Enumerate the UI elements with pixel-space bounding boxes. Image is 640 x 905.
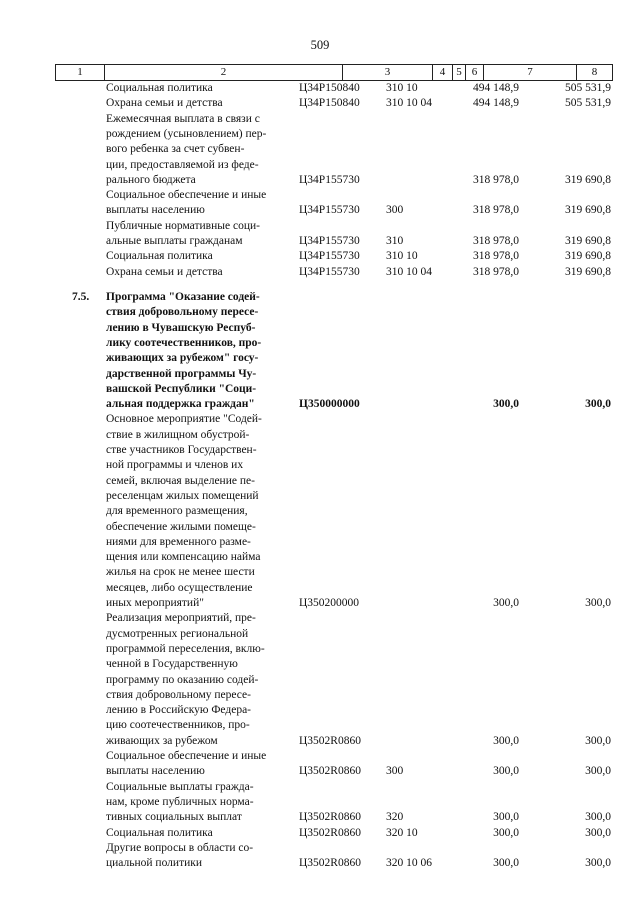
section-amount-col8: 300,0 [585, 398, 611, 411]
table-header [55, 64, 613, 81]
section-row-0-amount-col8: 300,0 [585, 597, 611, 609]
table-row-2-amount-col8: 319 690,8 [565, 173, 611, 186]
section-row-5-text-line: циальной политики [106, 857, 202, 870]
section-row-1-amount-col7: 300,0 [493, 734, 519, 747]
table-row-2-code: Ц34Р155730 [299, 173, 360, 186]
section-row-3-amount-col7: 300,0 [493, 811, 519, 824]
section-title-line: лению в Чувашскую Респуб- [106, 321, 256, 334]
table-row-5-classification: 310 10 [386, 250, 418, 263]
table-row-3-amount-col7: 318 978,0 [473, 204, 519, 217]
table-row-4-code: Ц34Р155730 [299, 235, 360, 247]
section-row-1-code: Ц3502R0860 [299, 734, 361, 747]
table-row-1-code: Ц34Р150840 [299, 97, 360, 110]
section-row-4-code: Ц3502R0860 [299, 826, 361, 839]
header-col-4: 4 [432, 65, 452, 80]
table-row-1-amount-col7: 494 148,9 [473, 97, 519, 110]
section-row-0-text-line: семей, включая выделение пе- [106, 474, 255, 487]
header-col-7: 7 [483, 65, 576, 80]
section-amount-col7: 300,0 [493, 398, 519, 411]
section-row-0-text-line: ниями для временного разме- [106, 535, 251, 548]
table-row-4-amount-col8: 319 690,8 [565, 235, 611, 247]
section-row-0-amount-col7: 300,0 [493, 597, 519, 609]
table-row-2-text-line: Ежемесячная выплата в связи с [106, 112, 260, 125]
table-row-4-text-line: альные выплаты гражданам [106, 235, 243, 247]
table-row-5-code: Ц34Р155730 [299, 250, 360, 263]
section-row-0-text-line: для временного размещения, [106, 505, 248, 518]
header-col-5: 5 [452, 65, 465, 80]
section-row-4-amount-col7: 300,0 [493, 826, 519, 839]
section-row-1-text-line: ченной в Государственную [106, 658, 238, 671]
table-row-0-text-line: Социальная политика [106, 82, 213, 94]
section-row-1-text-line: лению в Российскую Федера- [106, 704, 252, 717]
section-row-3-text-line: тивных социальных выплат [106, 811, 242, 824]
section-row-5-amount-col8: 300,0 [585, 857, 611, 870]
table-row-2-amount-col7: 318 978,0 [473, 173, 519, 186]
section-row-1-text-line: живающих за рубежом [106, 734, 218, 747]
section-row-0-text-line: жилья на срок не менее шести [106, 566, 255, 579]
section-row-0-code: Ц350200000 [299, 597, 360, 609]
section-row-2-amount-col7: 300,0 [493, 765, 519, 778]
section-row-1-text-line: программу по оказанию содей- [106, 673, 259, 686]
table-row-3-text-line: выплаты населению [106, 204, 205, 217]
section-row-1-text-line: программой переселения, вклю- [106, 642, 265, 655]
table-row-2-text-line: рального бюджета [106, 173, 196, 186]
table-row-1-classification: 310 10 04 [386, 97, 432, 110]
table-row-3-code: Ц34Р155730 [299, 204, 360, 217]
section-row-4-text-line: Социальная политика [106, 826, 213, 839]
section-row-1-text-line: дусмотренных региональной [106, 627, 249, 640]
header-col-6: 6 [465, 65, 483, 80]
table-row-5-amount-col8: 319 690,8 [565, 250, 611, 263]
table-row-2-text-line: вого ребенка за счет субвен- [106, 143, 245, 156]
section-row-3-classification: 320 [386, 811, 404, 824]
table-row-6-amount-col7: 318 978,0 [473, 265, 519, 278]
section-row-3-amount-col8: 300,0 [585, 811, 611, 824]
section-row-2-amount-col8: 300,0 [585, 765, 611, 778]
section-row-0-text-line: ствие в жилищном обустрой- [106, 428, 250, 441]
section-title-line: ствия добровольному пересе- [106, 306, 259, 319]
table-row-4-amount-col7: 318 978,0 [473, 235, 519, 247]
section-row-0-text-line: реселенцам жилых помещений [106, 489, 259, 502]
table-row-3-amount-col8: 319 690,8 [565, 204, 611, 217]
section-row-4-amount-col8: 300,0 [585, 826, 611, 839]
table-row-0-classification: 310 10 [386, 82, 418, 94]
section-row-0-text-line: обеспечение жилыми помеще- [106, 520, 256, 533]
section-title-line: дарственной программы Чу- [106, 367, 257, 380]
table-row-5-amount-col7: 318 978,0 [473, 250, 519, 263]
section-row-0-text-line: иных мероприятий" [106, 597, 204, 609]
section-row-3-text-line: Социальные выплаты гражда- [106, 780, 254, 793]
section-title-line: живающих за рубежом" госу- [106, 352, 259, 365]
header-col-3: 3 [342, 65, 432, 80]
section-row-0-text-line: щения или компенсацию найма [106, 551, 261, 564]
section-row-1-text-line: цию соотечественников, про- [106, 719, 250, 732]
section-row-0-text-line: Основное мероприятие "Содей- [106, 413, 262, 426]
section-row-3-code: Ц3502R0860 [299, 811, 361, 824]
table-row-2-text-line: рождением (усыновлением) пер- [106, 127, 267, 140]
table-row-4-text-line: Публичные нормативные соци- [106, 219, 260, 232]
table-row-6-text-line: Охрана семьи и детства [106, 265, 223, 278]
section-row-1-amount-col8: 300,0 [585, 734, 611, 747]
header-col-2: 2 [104, 65, 342, 80]
table-row-6-code: Ц34Р155730 [299, 265, 360, 278]
section-row-3-text-line: нам, кроме публичных норма- [106, 795, 254, 808]
section-row-4-classification: 320 10 [386, 826, 418, 839]
table-row-1-text-line: Охрана семьи и детства [106, 97, 223, 110]
section-title-line: лику соотечественников, про- [106, 336, 262, 349]
table-row-4-classification: 310 [386, 235, 404, 247]
section-title-line: Программа "Оказание содей- [106, 291, 260, 303]
table-row-0-amount-col7: 494 148,9 [473, 82, 519, 94]
section-row-0-text-line: стве участников Государствен- [106, 444, 257, 456]
table-row-3-text-line: Социальное обеспечение и иные [106, 189, 267, 202]
header-col-8: 8 [576, 65, 613, 80]
section-row-2-classification: 300 [386, 765, 404, 778]
section-row-5-classification: 320 10 06 [386, 857, 432, 870]
section-row-0-text-line: месяцев, либо осуществление [106, 581, 253, 594]
header-col-1: 1 [55, 65, 104, 80]
section-number: 7.5. [72, 291, 90, 303]
table-row-0-amount-col8: 505 531,9 [565, 82, 611, 94]
table-row-5-text-line: Социальная политика [106, 250, 213, 263]
table-row-1-amount-col8: 505 531,9 [565, 97, 611, 110]
section-row-1-text-line: Реализация мероприятий, пре- [106, 612, 256, 625]
section-row-5-amount-col7: 300,0 [493, 857, 519, 870]
section-row-5-code: Ц3502R0860 [299, 857, 361, 870]
table-row-0-code: Ц34Р150840 [299, 82, 360, 94]
section-row-0-text-line: ной программы и членов их [106, 459, 244, 472]
page-number: 509 [310, 38, 330, 52]
section-code: Ц350000000 [299, 398, 360, 411]
section-row-1-text-line: ствия добровольному пересе- [106, 688, 251, 701]
table-row-2-text-line: ции, предоставляемой из феде- [106, 158, 259, 171]
section-row-2-text-line: Социальное обеспечение и иные [106, 750, 267, 762]
section-title-line: вашской Республики "Соци- [106, 382, 257, 395]
section-row-2-text-line: выплаты населению [106, 765, 205, 778]
table-row-6-amount-col8: 319 690,8 [565, 265, 611, 278]
section-title-line: альная поддержка граждан" [106, 398, 255, 411]
table-row-6-classification: 310 10 04 [386, 265, 432, 278]
table-row-3-classification: 300 [386, 204, 404, 217]
section-row-5-text-line: Другие вопросы в области со- [106, 841, 254, 854]
section-row-2-code: Ц3502R0860 [299, 765, 361, 778]
